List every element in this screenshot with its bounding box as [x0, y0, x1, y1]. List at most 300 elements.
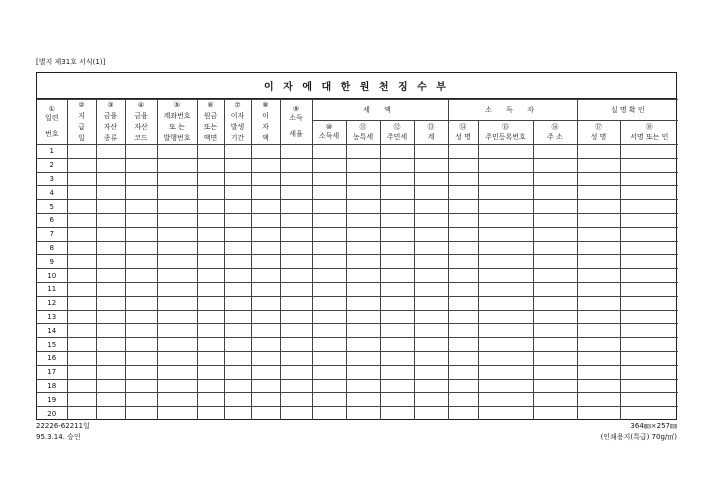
- table-cell[interactable]: [448, 200, 478, 214]
- table-cell[interactable]: [577, 310, 620, 324]
- table-cell[interactable]: [224, 158, 251, 172]
- table-cell[interactable]: [478, 227, 533, 241]
- table-cell[interactable]: [125, 145, 157, 159]
- table-cell[interactable]: [533, 255, 577, 269]
- table-cell[interactable]: [478, 296, 533, 310]
- table-cell[interactable]: [251, 241, 280, 255]
- table-cell[interactable]: [620, 158, 678, 172]
- table-cell[interactable]: [280, 393, 312, 407]
- table-cell[interactable]: [125, 172, 157, 186]
- table-cell[interactable]: [197, 282, 224, 296]
- table-cell[interactable]: [577, 255, 620, 269]
- table-cell[interactable]: [197, 227, 224, 241]
- table-cell[interactable]: [414, 145, 448, 159]
- table-cell[interactable]: [478, 200, 533, 214]
- table-cell[interactable]: [478, 379, 533, 393]
- table-cell[interactable]: [280, 241, 312, 255]
- table-cell[interactable]: [224, 145, 251, 159]
- table-cell[interactable]: [157, 282, 197, 296]
- table-cell[interactable]: [478, 145, 533, 159]
- table-cell[interactable]: [577, 172, 620, 186]
- table-cell[interactable]: [96, 145, 125, 159]
- table-cell[interactable]: [533, 269, 577, 283]
- table-cell[interactable]: [577, 351, 620, 365]
- table-cell[interactable]: [577, 227, 620, 241]
- table-cell[interactable]: [380, 351, 414, 365]
- table-cell[interactable]: [67, 227, 96, 241]
- table-cell[interactable]: [380, 158, 414, 172]
- table-cell[interactable]: [224, 407, 251, 420]
- table-cell[interactable]: [478, 255, 533, 269]
- table-cell[interactable]: [478, 393, 533, 407]
- table-cell[interactable]: [620, 407, 678, 420]
- table-cell[interactable]: [280, 172, 312, 186]
- table-cell[interactable]: [312, 172, 346, 186]
- table-cell[interactable]: [620, 351, 678, 365]
- table-cell[interactable]: [414, 365, 448, 379]
- table-cell[interactable]: [478, 351, 533, 365]
- table-cell[interactable]: [224, 269, 251, 283]
- table-cell[interactable]: [251, 351, 280, 365]
- table-cell[interactable]: [346, 282, 380, 296]
- table-cell[interactable]: [346, 296, 380, 310]
- table-cell[interactable]: [251, 282, 280, 296]
- table-cell[interactable]: [125, 241, 157, 255]
- table-cell[interactable]: [224, 365, 251, 379]
- table-cell[interactable]: [197, 351, 224, 365]
- table-cell[interactable]: [380, 227, 414, 241]
- table-cell[interactable]: [448, 296, 478, 310]
- table-cell[interactable]: [197, 310, 224, 324]
- table-cell[interactable]: [157, 310, 197, 324]
- table-cell[interactable]: [380, 365, 414, 379]
- table-cell[interactable]: [280, 338, 312, 352]
- table-cell[interactable]: [197, 255, 224, 269]
- table-cell[interactable]: [448, 269, 478, 283]
- table-cell[interactable]: [414, 269, 448, 283]
- table-cell[interactable]: [67, 269, 96, 283]
- table-cell[interactable]: [280, 213, 312, 227]
- table-cell[interactable]: [346, 338, 380, 352]
- table-cell[interactable]: [96, 407, 125, 420]
- table-cell[interactable]: [380, 241, 414, 255]
- table-cell[interactable]: [346, 379, 380, 393]
- table-cell[interactable]: [197, 158, 224, 172]
- table-cell[interactable]: [312, 145, 346, 159]
- table-cell[interactable]: [224, 255, 251, 269]
- table-cell[interactable]: [157, 145, 197, 159]
- table-cell[interactable]: [448, 338, 478, 352]
- table-cell[interactable]: [448, 379, 478, 393]
- table-cell[interactable]: [197, 186, 224, 200]
- table-cell[interactable]: [620, 310, 678, 324]
- table-cell[interactable]: [224, 351, 251, 365]
- table-cell[interactable]: [125, 379, 157, 393]
- table-cell[interactable]: [96, 393, 125, 407]
- table-cell[interactable]: [346, 351, 380, 365]
- table-cell[interactable]: [448, 282, 478, 296]
- table-cell[interactable]: [197, 200, 224, 214]
- table-cell[interactable]: [157, 407, 197, 420]
- table-cell[interactable]: [251, 365, 280, 379]
- table-cell[interactable]: [448, 172, 478, 186]
- table-cell[interactable]: [96, 296, 125, 310]
- table-cell[interactable]: [67, 324, 96, 338]
- table-cell[interactable]: [414, 407, 448, 420]
- table-cell[interactable]: [251, 393, 280, 407]
- table-cell[interactable]: [197, 393, 224, 407]
- table-cell[interactable]: [620, 145, 678, 159]
- table-cell[interactable]: [197, 296, 224, 310]
- table-cell[interactable]: [620, 296, 678, 310]
- table-cell[interactable]: [125, 255, 157, 269]
- table-cell[interactable]: [67, 365, 96, 379]
- table-cell[interactable]: [125, 282, 157, 296]
- table-cell[interactable]: [251, 324, 280, 338]
- table-cell[interactable]: [125, 200, 157, 214]
- table-cell[interactable]: [312, 200, 346, 214]
- table-cell[interactable]: [478, 310, 533, 324]
- table-cell[interactable]: [96, 351, 125, 365]
- table-cell[interactable]: [251, 296, 280, 310]
- table-cell[interactable]: [157, 393, 197, 407]
- table-cell[interactable]: [96, 186, 125, 200]
- table-cell[interactable]: [414, 324, 448, 338]
- table-cell[interactable]: [125, 269, 157, 283]
- table-cell[interactable]: [280, 200, 312, 214]
- table-cell[interactable]: [224, 379, 251, 393]
- table-cell[interactable]: [577, 213, 620, 227]
- table-cell[interactable]: [577, 186, 620, 200]
- table-cell[interactable]: [346, 158, 380, 172]
- table-cell[interactable]: [197, 269, 224, 283]
- table-cell[interactable]: [96, 158, 125, 172]
- table-cell[interactable]: [125, 186, 157, 200]
- table-cell[interactable]: [157, 269, 197, 283]
- table-cell[interactable]: [346, 227, 380, 241]
- table-cell[interactable]: [346, 145, 380, 159]
- table-cell[interactable]: [224, 282, 251, 296]
- table-cell[interactable]: [280, 351, 312, 365]
- table-cell[interactable]: [224, 296, 251, 310]
- table-cell[interactable]: [620, 213, 678, 227]
- table-cell[interactable]: [533, 213, 577, 227]
- table-cell[interactable]: [125, 407, 157, 420]
- table-cell[interactable]: [448, 241, 478, 255]
- table-cell[interactable]: [478, 324, 533, 338]
- table-cell[interactable]: [577, 379, 620, 393]
- table-cell[interactable]: [157, 200, 197, 214]
- table-cell[interactable]: [157, 379, 197, 393]
- table-cell[interactable]: [197, 379, 224, 393]
- table-cell[interactable]: [577, 365, 620, 379]
- table-cell[interactable]: [414, 186, 448, 200]
- table-cell[interactable]: [280, 282, 312, 296]
- table-cell[interactable]: [380, 407, 414, 420]
- table-cell[interactable]: [448, 365, 478, 379]
- table-cell[interactable]: [96, 213, 125, 227]
- table-cell[interactable]: [67, 393, 96, 407]
- table-cell[interactable]: [533, 172, 577, 186]
- table-cell[interactable]: [157, 365, 197, 379]
- table-cell[interactable]: [312, 186, 346, 200]
- table-cell[interactable]: [478, 365, 533, 379]
- table-cell[interactable]: [157, 324, 197, 338]
- table-cell[interactable]: [67, 338, 96, 352]
- table-cell[interactable]: [620, 227, 678, 241]
- table-cell[interactable]: [448, 255, 478, 269]
- table-cell[interactable]: [414, 338, 448, 352]
- table-cell[interactable]: [414, 351, 448, 365]
- table-cell[interactable]: [312, 213, 346, 227]
- table-cell[interactable]: [312, 324, 346, 338]
- table-cell[interactable]: [380, 296, 414, 310]
- table-cell[interactable]: [251, 158, 280, 172]
- table-cell[interactable]: [312, 365, 346, 379]
- table-cell[interactable]: [224, 200, 251, 214]
- table-cell[interactable]: [96, 227, 125, 241]
- table-cell[interactable]: [312, 255, 346, 269]
- table-cell[interactable]: [224, 241, 251, 255]
- table-cell[interactable]: [577, 282, 620, 296]
- table-cell[interactable]: [478, 172, 533, 186]
- table-cell[interactable]: [577, 145, 620, 159]
- table-cell[interactable]: [197, 213, 224, 227]
- table-cell[interactable]: [478, 158, 533, 172]
- table-cell[interactable]: [577, 158, 620, 172]
- table-cell[interactable]: [620, 365, 678, 379]
- table-cell[interactable]: [67, 379, 96, 393]
- table-cell[interactable]: [197, 145, 224, 159]
- table-cell[interactable]: [280, 407, 312, 420]
- table-cell[interactable]: [380, 310, 414, 324]
- table-cell[interactable]: [125, 351, 157, 365]
- table-cell[interactable]: [224, 227, 251, 241]
- table-cell[interactable]: [197, 365, 224, 379]
- table-cell[interactable]: [533, 200, 577, 214]
- table-cell[interactable]: [620, 393, 678, 407]
- table-cell[interactable]: [577, 296, 620, 310]
- table-cell[interactable]: [312, 310, 346, 324]
- table-cell[interactable]: [280, 227, 312, 241]
- table-cell[interactable]: [414, 200, 448, 214]
- table-cell[interactable]: [380, 282, 414, 296]
- table-cell[interactable]: [197, 324, 224, 338]
- table-cell[interactable]: [312, 269, 346, 283]
- table-cell[interactable]: [197, 241, 224, 255]
- table-cell[interactable]: [197, 338, 224, 352]
- table-cell[interactable]: [96, 310, 125, 324]
- table-cell[interactable]: [533, 310, 577, 324]
- table-cell[interactable]: [620, 269, 678, 283]
- table-cell[interactable]: [280, 269, 312, 283]
- table-cell[interactable]: [448, 186, 478, 200]
- table-cell[interactable]: [577, 241, 620, 255]
- table-cell[interactable]: [414, 296, 448, 310]
- table-cell[interactable]: [533, 282, 577, 296]
- table-cell[interactable]: [414, 158, 448, 172]
- table-cell[interactable]: [478, 241, 533, 255]
- table-cell[interactable]: [224, 186, 251, 200]
- table-cell[interactable]: [533, 365, 577, 379]
- table-cell[interactable]: [533, 186, 577, 200]
- table-cell[interactable]: [448, 213, 478, 227]
- table-cell[interactable]: [346, 200, 380, 214]
- table-cell[interactable]: [620, 200, 678, 214]
- table-cell[interactable]: [448, 407, 478, 420]
- table-cell[interactable]: [620, 172, 678, 186]
- table-cell[interactable]: [67, 213, 96, 227]
- table-cell[interactable]: [478, 186, 533, 200]
- table-cell[interactable]: [280, 324, 312, 338]
- table-cell[interactable]: [312, 282, 346, 296]
- table-cell[interactable]: [96, 324, 125, 338]
- table-cell[interactable]: [280, 310, 312, 324]
- table-cell[interactable]: [380, 393, 414, 407]
- table-cell[interactable]: [414, 213, 448, 227]
- table-cell[interactable]: [251, 310, 280, 324]
- table-cell[interactable]: [251, 213, 280, 227]
- table-cell[interactable]: [251, 269, 280, 283]
- table-cell[interactable]: [346, 241, 380, 255]
- table-cell[interactable]: [380, 338, 414, 352]
- table-cell[interactable]: [224, 324, 251, 338]
- table-cell[interactable]: [620, 379, 678, 393]
- table-cell[interactable]: [157, 158, 197, 172]
- table-cell[interactable]: [125, 158, 157, 172]
- table-cell[interactable]: [251, 255, 280, 269]
- table-cell[interactable]: [620, 324, 678, 338]
- table-cell[interactable]: [533, 324, 577, 338]
- table-cell[interactable]: [620, 186, 678, 200]
- table-cell[interactable]: [577, 393, 620, 407]
- table-cell[interactable]: [533, 351, 577, 365]
- table-cell[interactable]: [346, 172, 380, 186]
- table-cell[interactable]: [251, 200, 280, 214]
- table-cell[interactable]: [577, 338, 620, 352]
- table-cell[interactable]: [346, 407, 380, 420]
- table-cell[interactable]: [67, 158, 96, 172]
- table-cell[interactable]: [157, 186, 197, 200]
- table-cell[interactable]: [346, 324, 380, 338]
- table-cell[interactable]: [312, 241, 346, 255]
- table-cell[interactable]: [312, 393, 346, 407]
- table-cell[interactable]: [67, 310, 96, 324]
- table-cell[interactable]: [96, 255, 125, 269]
- table-cell[interactable]: [280, 379, 312, 393]
- table-cell[interactable]: [448, 227, 478, 241]
- table-cell[interactable]: [533, 158, 577, 172]
- table-cell[interactable]: [67, 241, 96, 255]
- table-cell[interactable]: [125, 393, 157, 407]
- table-cell[interactable]: [380, 213, 414, 227]
- table-cell[interactable]: [414, 255, 448, 269]
- table-cell[interactable]: [224, 338, 251, 352]
- table-cell[interactable]: [478, 269, 533, 283]
- table-cell[interactable]: [125, 310, 157, 324]
- table-cell[interactable]: [620, 241, 678, 255]
- table-cell[interactable]: [157, 296, 197, 310]
- table-cell[interactable]: [380, 145, 414, 159]
- table-cell[interactable]: [380, 186, 414, 200]
- table-cell[interactable]: [67, 282, 96, 296]
- table-cell[interactable]: [67, 172, 96, 186]
- table-cell[interactable]: [67, 351, 96, 365]
- table-cell[interactable]: [478, 282, 533, 296]
- table-cell[interactable]: [533, 379, 577, 393]
- table-cell[interactable]: [620, 338, 678, 352]
- table-cell[interactable]: [448, 145, 478, 159]
- table-cell[interactable]: [96, 282, 125, 296]
- table-cell[interactable]: [533, 338, 577, 352]
- table-cell[interactable]: [414, 172, 448, 186]
- table-cell[interactable]: [280, 158, 312, 172]
- table-cell[interactable]: [448, 324, 478, 338]
- table-cell[interactable]: [533, 393, 577, 407]
- table-cell[interactable]: [96, 269, 125, 283]
- table-cell[interactable]: [346, 365, 380, 379]
- table-cell[interactable]: [251, 172, 280, 186]
- table-cell[interactable]: [67, 200, 96, 214]
- table-cell[interactable]: [280, 186, 312, 200]
- table-cell[interactable]: [96, 338, 125, 352]
- table-cell[interactable]: [478, 213, 533, 227]
- table-cell[interactable]: [346, 393, 380, 407]
- table-cell[interactable]: [346, 269, 380, 283]
- table-cell[interactable]: [197, 172, 224, 186]
- table-cell[interactable]: [620, 255, 678, 269]
- table-cell[interactable]: [414, 379, 448, 393]
- table-cell[interactable]: [577, 200, 620, 214]
- table-cell[interactable]: [312, 158, 346, 172]
- table-cell[interactable]: [96, 365, 125, 379]
- table-cell[interactable]: [577, 324, 620, 338]
- table-cell[interactable]: [251, 338, 280, 352]
- table-cell[interactable]: [533, 145, 577, 159]
- table-cell[interactable]: [251, 407, 280, 420]
- table-cell[interactable]: [448, 158, 478, 172]
- table-cell[interactable]: [312, 227, 346, 241]
- table-cell[interactable]: [251, 379, 280, 393]
- table-cell[interactable]: [157, 227, 197, 241]
- table-cell[interactable]: [251, 186, 280, 200]
- table-cell[interactable]: [67, 296, 96, 310]
- table-cell[interactable]: [67, 186, 96, 200]
- table-cell[interactable]: [67, 145, 96, 159]
- table-cell[interactable]: [157, 351, 197, 365]
- table-cell[interactable]: [346, 186, 380, 200]
- table-cell[interactable]: [620, 282, 678, 296]
- table-cell[interactable]: [157, 172, 197, 186]
- table-cell[interactable]: [125, 296, 157, 310]
- table-cell[interactable]: [280, 365, 312, 379]
- table-cell[interactable]: [280, 145, 312, 159]
- table-cell[interactable]: [380, 172, 414, 186]
- table-cell[interactable]: [380, 269, 414, 283]
- table-cell[interactable]: [380, 200, 414, 214]
- table-cell[interactable]: [448, 393, 478, 407]
- table-cell[interactable]: [346, 255, 380, 269]
- table-cell[interactable]: [448, 310, 478, 324]
- table-cell[interactable]: [157, 255, 197, 269]
- table-cell[interactable]: [125, 213, 157, 227]
- table-cell[interactable]: [197, 407, 224, 420]
- table-cell[interactable]: [312, 338, 346, 352]
- table-cell[interactable]: [125, 324, 157, 338]
- table-cell[interactable]: [312, 351, 346, 365]
- table-cell[interactable]: [224, 393, 251, 407]
- table-cell[interactable]: [533, 407, 577, 420]
